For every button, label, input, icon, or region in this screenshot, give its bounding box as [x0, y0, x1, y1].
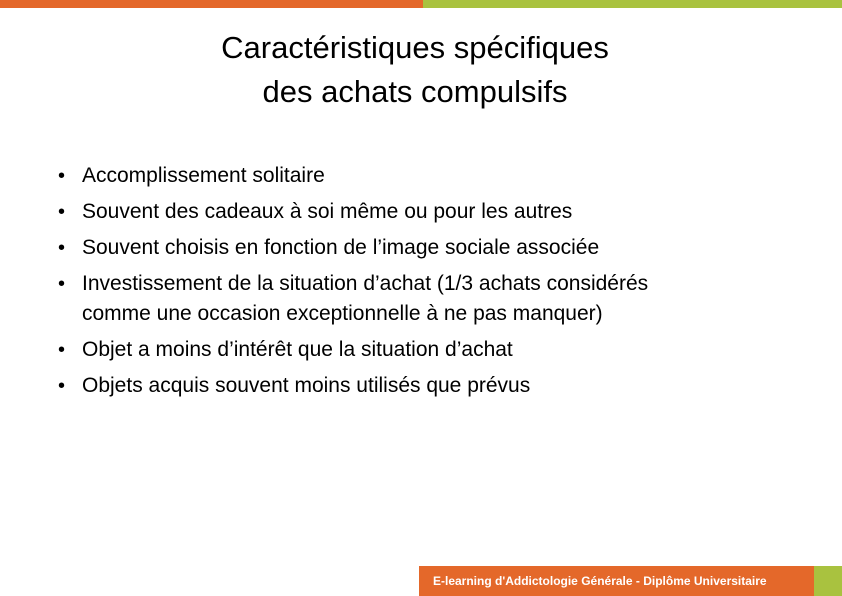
list-item-text: Souvent des cadeaux à soi même ou pour les autres — [82, 200, 573, 223]
top-accent-bar-green — [423, 0, 842, 8]
bullet-icon: • — [58, 165, 66, 187]
list-item-text: Souvent choisis en fonction de l’image sociale associée — [82, 236, 600, 259]
list-item-text: Objets acquis souvent moins utilisés que prévus — [82, 374, 531, 397]
slide-title — [0, 26, 830, 114]
list-item — [58, 158, 812, 194]
footer-text: E-learning d'Addictologie Générale - Diplôme Universitaire — [433, 574, 767, 588]
footer-bar-green — [814, 566, 842, 596]
list-item-text: Investissement de la situation d’achat (1/3 achats considérés — [82, 272, 649, 295]
list-item-text: Accomplissement solitaire — [82, 164, 325, 187]
list-item-text-continuation: comme une occasion exceptionnelle à ne pas manquer) — [82, 302, 603, 325]
list-item — [58, 230, 812, 266]
slide-title-line-1: Caractéristiques spécifiques — [221, 30, 609, 65]
list-item — [58, 266, 812, 332]
bullet-icon: • — [58, 201, 66, 223]
bullet-icon: • — [58, 273, 66, 295]
bullet-icon: • — [58, 339, 66, 361]
list-item-text: Objet a moins d’intérêt que la situation d’achat — [82, 338, 513, 361]
bullet-icon: • — [58, 375, 66, 397]
top-accent-bar-orange — [0, 0, 423, 8]
list-item — [58, 332, 812, 368]
bullet-list — [58, 158, 812, 404]
bullet-icon: • — [58, 237, 66, 259]
slide-title-line-2: des achats compulsifs — [262, 74, 568, 109]
list-item — [58, 194, 812, 230]
list-item — [58, 368, 812, 404]
